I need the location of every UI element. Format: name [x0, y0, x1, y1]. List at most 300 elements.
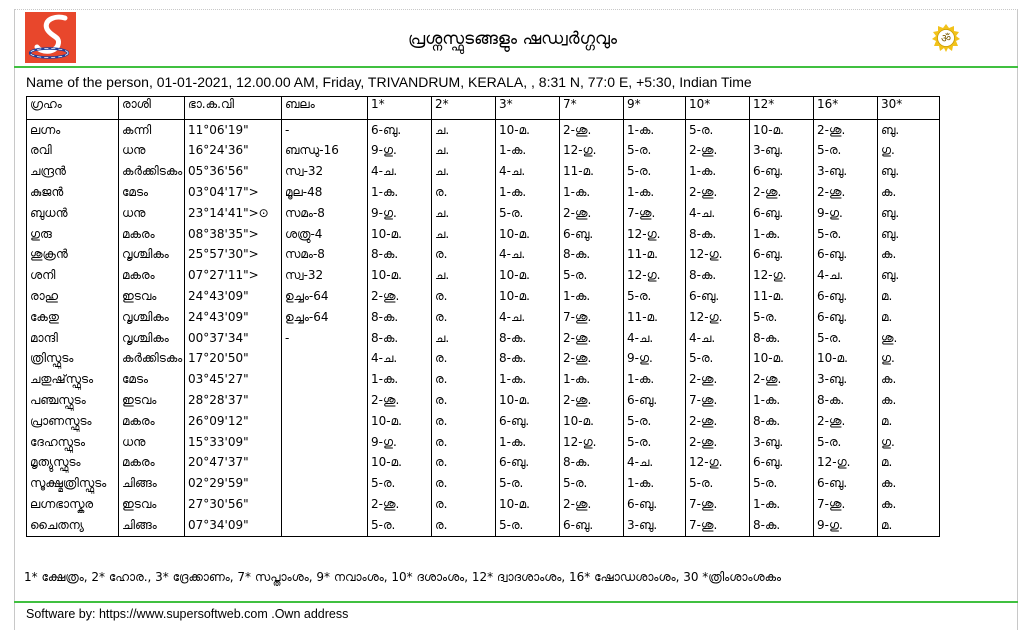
table-cell: 28°28'37" [185, 390, 282, 411]
table-cell: 1-ക. [624, 119, 686, 140]
table-cell: 2-ശു. [750, 369, 814, 390]
table-cell: ത്രിസ്ഫുടം [27, 349, 119, 370]
table-cell: വൃശ്ചികം [119, 328, 185, 349]
table-cell: കർക്കിടകം [119, 161, 185, 182]
table-cell: 2-ശു. [686, 432, 750, 453]
table-cell: കേതു [27, 307, 119, 328]
table-cell: 4-ച. [686, 328, 750, 349]
table-cell: 26°09'12" [185, 411, 282, 432]
table-cell: 4-ച. [814, 265, 878, 286]
table-cell: - [282, 328, 368, 349]
table-cell: 2-ശു. [814, 182, 878, 203]
header-divider [14, 66, 1018, 68]
table-cell [282, 494, 368, 515]
table-row [27, 432, 940, 453]
table-cell: 16°24'36" [185, 141, 282, 162]
table-cell: 07°34'09" [185, 515, 282, 536]
table-cell: 2-ശു. [814, 119, 878, 140]
table-cell: മ. [878, 515, 940, 536]
column-header: ഗ്രഹം [27, 97, 119, 120]
table-cell: ധനു [119, 141, 185, 162]
table-cell: ബന്ധു-16 [282, 141, 368, 162]
column-header: 9* [624, 97, 686, 120]
table-cell: 11-മ. [624, 245, 686, 266]
birth-details: Name of the person, 01-01-2021, 12.00.00 AM, Friday, TRIVANDRUM, KERALA, , 8:31 N, 77:0 E, +5:30, Indian Time [26, 74, 752, 90]
table-cell: 12-ഗു. [750, 265, 814, 286]
om-symbol-icon [931, 23, 961, 53]
table-cell: 6-ബു. [686, 286, 750, 307]
table-cell [282, 369, 368, 390]
table-cell: 5-ര. [496, 515, 560, 536]
table-cell: 2-ശു. [686, 182, 750, 203]
table-cell: ര. [432, 307, 496, 328]
table-cell: ര. [432, 473, 496, 494]
table-cell: 5-ര. [560, 265, 624, 286]
table-row [27, 369, 940, 390]
table-cell: 1-ക. [560, 182, 624, 203]
table-cell: സ്വ-32 [282, 265, 368, 286]
table-cell: ര. [432, 515, 496, 536]
table-cell: - [282, 119, 368, 140]
table-row [27, 182, 940, 203]
table-cell: 5-ര. [814, 141, 878, 162]
table-cell: ക. [878, 390, 940, 411]
table-cell: 8-ക. [496, 328, 560, 349]
table-cell: 1-ക. [624, 369, 686, 390]
table-cell: 12-ഗു. [624, 224, 686, 245]
table-cell: 12-ഗു. [686, 453, 750, 474]
column-header: 7* [560, 97, 624, 120]
table-cell: 6-ബു. [560, 224, 624, 245]
table-cell: ച. [432, 224, 496, 245]
table-cell: ലഗ്നം [27, 119, 119, 140]
table-cell: 1-ക. [368, 182, 432, 203]
table-cell: 1-ക. [496, 141, 560, 162]
table-cell: 4-ച. [624, 453, 686, 474]
table-cell: സൂക്ഷ്മത്രിസ്ഫുടം [27, 473, 119, 494]
table-cell: ര. [432, 494, 496, 515]
table-cell: 2-ശു. [560, 328, 624, 349]
table-cell: 5-ര. [624, 411, 686, 432]
table-cell: 9-ഗു. [814, 515, 878, 536]
table-cell: 1-ക. [750, 494, 814, 515]
column-header: ബലം [282, 97, 368, 120]
table-cell: 8-ക. [750, 411, 814, 432]
table-row [27, 245, 940, 266]
table-cell: ധനു [119, 203, 185, 224]
table-cell: 00°37'34" [185, 328, 282, 349]
table-cell: 5-ര. [814, 432, 878, 453]
table-cell: 5-ര. [496, 473, 560, 494]
table-cell: ച. [432, 161, 496, 182]
table-cell: ചതുഷ്‌സ്ഫുടം [27, 369, 119, 390]
table-cell: 2-ശു. [368, 494, 432, 515]
table-cell: ച. [432, 265, 496, 286]
table-cell: ഗുരു [27, 224, 119, 245]
table-cell: രാഹു [27, 286, 119, 307]
table-cell: 9-ഗു. [368, 203, 432, 224]
table-cell: 4-ച. [368, 161, 432, 182]
table-cell: 12-ഗു. [814, 453, 878, 474]
table-cell: ര. [432, 411, 496, 432]
table-cell: 2-ശു. [560, 494, 624, 515]
table-cell: പ്രാണസ്ഫുടം [27, 411, 119, 432]
table-cell: 9-ഗു. [814, 203, 878, 224]
table-cell: 10-മ. [496, 494, 560, 515]
table-cell: ക. [878, 494, 940, 515]
table-cell: 6-ബു. [560, 515, 624, 536]
table-cell: 24°43'09" [185, 307, 282, 328]
table-cell: 1-ക. [496, 369, 560, 390]
table-cell: ര. [432, 369, 496, 390]
table-cell: 08°38'35"> [185, 224, 282, 245]
table-cell: 6-ബു. [814, 473, 878, 494]
table-cell: 10-മ. [750, 119, 814, 140]
table-row [27, 390, 940, 411]
table-row [27, 515, 940, 536]
table-cell: 5-ര. [686, 473, 750, 494]
table-row [27, 286, 940, 307]
table-cell: 10-മ. [496, 286, 560, 307]
table-cell: സമം-8 [282, 245, 368, 266]
column-header: 1* [368, 97, 432, 120]
varga-legend: 1* ക്ഷേത്രം, 2* ഹോര., 3* ദ്രേക്കാണം, 7* സപ്താംശം, 9* നവാംശം, 10* ദശാംശം, 12* ദ്വാദശാംശം, 16* ഷോഡശാംശം, 30 *ത്രിംശാംശകം [24, 570, 782, 584]
table-cell: 5-ര. [368, 515, 432, 536]
table-cell: 6-ബു. [814, 286, 878, 307]
table-cell: ചിങ്ങം [119, 515, 185, 536]
table-cell: മകരം [119, 265, 185, 286]
table-cell: 8-ക. [560, 245, 624, 266]
table-cell: 12-ഗു. [560, 141, 624, 162]
table-cell: 2-ശു. [814, 411, 878, 432]
table-cell: 3-ബു. [750, 141, 814, 162]
table-cell [282, 349, 368, 370]
table-cell: രവി [27, 141, 119, 162]
table-cell: 8-ക. [686, 265, 750, 286]
column-header: 30* [878, 97, 940, 120]
table-cell: ക. [878, 369, 940, 390]
table-cell: 12-ഗു. [560, 432, 624, 453]
table-cell: ഉച്ചം-64 [282, 286, 368, 307]
shadvarga-table [26, 96, 940, 537]
table-cell: 8-ക. [686, 224, 750, 245]
table-cell: കന്നി [119, 119, 185, 140]
table-cell: ബു. [878, 265, 940, 286]
table-cell: 4-ച. [368, 349, 432, 370]
table-cell: ബു. [878, 119, 940, 140]
table-cell: 4-ച. [624, 328, 686, 349]
table-cell [282, 411, 368, 432]
table-cell: ചന്ദ്രൻ [27, 161, 119, 182]
svg-text:ॐ: ॐ [940, 32, 952, 45]
table-cell: 7-ശു. [686, 494, 750, 515]
table-cell: ഗു. [878, 141, 940, 162]
table-cell: 5-ര. [814, 328, 878, 349]
table-cell: ച. [432, 141, 496, 162]
table-cell: 20°47'37" [185, 453, 282, 474]
table-cell: 1-ക. [750, 390, 814, 411]
table-cell: 3-ബു. [624, 515, 686, 536]
table-cell: 5-ര. [624, 141, 686, 162]
table-cell: 8-ക. [368, 328, 432, 349]
table-cell: 7-ശു. [814, 494, 878, 515]
table-cell: 6-ബു. [750, 453, 814, 474]
table-row [27, 265, 940, 286]
table-cell: 10-മ. [496, 390, 560, 411]
column-header: 16* [814, 97, 878, 120]
table-cell: ചിങ്ങം [119, 473, 185, 494]
column-header: 2* [432, 97, 496, 120]
table-cell: 3-ബു. [750, 432, 814, 453]
table-cell: 9-ഗു. [368, 432, 432, 453]
table-cell: മ. [878, 411, 940, 432]
table-cell: 05°36'56" [185, 161, 282, 182]
table-cell: 2-ശു. [368, 286, 432, 307]
table-cell: ശത്രു-4 [282, 224, 368, 245]
table-cell: 1-ക. [496, 432, 560, 453]
table-cell: 6-ബു. [750, 203, 814, 224]
table-cell: 6-ബു. [750, 245, 814, 266]
table-cell: 2-ശു. [686, 141, 750, 162]
table-cell: 8-ക. [750, 515, 814, 536]
column-header: 10* [686, 97, 750, 120]
table-cell [282, 515, 368, 536]
table-cell: മേടം [119, 182, 185, 203]
table-cell: 1-ക. [750, 224, 814, 245]
table-cell: 4-ച. [496, 161, 560, 182]
table-cell: മേടം [119, 369, 185, 390]
table-cell: 8-ക. [750, 328, 814, 349]
table-row [27, 141, 940, 162]
table-cell: 10-മ. [814, 349, 878, 370]
table-cell: മകരം [119, 453, 185, 474]
table-cell: 8-ക. [814, 390, 878, 411]
table-cell: 11-മ. [624, 307, 686, 328]
table-cell: ബു. [878, 203, 940, 224]
table-cell: ശനി [27, 265, 119, 286]
table-row [27, 119, 940, 140]
table-cell: 6-ബു. [814, 307, 878, 328]
table-cell: 9-ഗു. [368, 141, 432, 162]
table-cell: ക. [878, 245, 940, 266]
table-cell: 11°06'19" [185, 119, 282, 140]
table-cell: 3-ബു. [814, 369, 878, 390]
table-cell: 8-ക. [368, 307, 432, 328]
table-cell: 10-മ. [496, 224, 560, 245]
table-cell: 5-ര. [814, 224, 878, 245]
table-cell: 25°57'30"> [185, 245, 282, 266]
table-cell: 10-മ. [750, 349, 814, 370]
table-cell: 6-ബു. [496, 411, 560, 432]
table-cell: ബു. [878, 161, 940, 182]
table-cell: 5-ര. [496, 203, 560, 224]
table-cell: ര. [432, 349, 496, 370]
footer-credit: Software by: https://www.supersoftweb.com .Own address [26, 607, 349, 621]
table-cell: സമം-8 [282, 203, 368, 224]
footer-divider [14, 601, 1018, 603]
table-row [27, 224, 940, 245]
table-cell: മൃത്യുസ്ഫുടം [27, 453, 119, 474]
table-cell: 10-മ. [496, 119, 560, 140]
table-cell: 12-ഗു. [686, 245, 750, 266]
table-cell: ച. [432, 119, 496, 140]
table-cell: 5-ര. [624, 161, 686, 182]
table-cell: സ്വ-32 [282, 161, 368, 182]
table-cell: ശു. [878, 328, 940, 349]
table-cell: ര. [432, 390, 496, 411]
table-cell: 7-ശു. [560, 307, 624, 328]
table-cell: മ. [878, 307, 940, 328]
table-cell: 07°27'11"> [185, 265, 282, 286]
table-cell: ഉച്ചം-64 [282, 307, 368, 328]
table-cell: മ. [878, 286, 940, 307]
table-cell: 8-ക. [560, 453, 624, 474]
table-cell: ര. [432, 453, 496, 474]
table-row [27, 307, 940, 328]
table-cell: 10-മ. [368, 224, 432, 245]
table-cell: 5-ര. [624, 286, 686, 307]
table-cell: ബുധൻ [27, 203, 119, 224]
table-cell [282, 473, 368, 494]
table-cell: 11-മ. [560, 161, 624, 182]
table-cell: 6-ബു. [368, 119, 432, 140]
table-cell: മകരം [119, 224, 185, 245]
table-row [27, 349, 940, 370]
table-cell: 8-ക. [368, 245, 432, 266]
table-cell: 1-ക. [624, 473, 686, 494]
table-row [27, 453, 940, 474]
table-cell: 6-ബു. [624, 390, 686, 411]
table-cell: 6-ബു. [750, 161, 814, 182]
table-cell: ഗു. [878, 349, 940, 370]
page-title: പ്രശ്നസ്ഫുടങ്ങളും ഷഡ്വർഗ്ഗവും [407, 29, 618, 49]
table-cell: 5-ര. [686, 119, 750, 140]
table-cell: കർക്കിടകം [119, 349, 185, 370]
table-cell: ഗു. [878, 432, 940, 453]
table-cell: 15°33'09" [185, 432, 282, 453]
table-cell: 1-ക. [560, 369, 624, 390]
table-cell: 5-ര. [686, 349, 750, 370]
table-row [27, 473, 940, 494]
table-cell: 6-ബു. [814, 245, 878, 266]
table-cell: 1-ക. [496, 182, 560, 203]
table-cell: മൂല-48 [282, 182, 368, 203]
table-cell: ച. [432, 328, 496, 349]
table-cell: 5-ര. [560, 473, 624, 494]
table-cell: 3-ബു. [814, 161, 878, 182]
table-cell: ശുക്രൻ [27, 245, 119, 266]
table-cell: 10-മ. [368, 411, 432, 432]
table-cell: ര. [432, 432, 496, 453]
column-header: 3* [496, 97, 560, 120]
table-cell: 1-ക. [560, 286, 624, 307]
table-cell: 1-ക. [368, 369, 432, 390]
table-cell: 2-ശു. [560, 390, 624, 411]
table-cell: 4-ച. [496, 245, 560, 266]
table-cell: ലഗ്നഭാസ്കര [27, 494, 119, 515]
table-cell: 5-ര. [750, 473, 814, 494]
table-cell: മ. [878, 453, 940, 474]
table-cell: 10-മ. [368, 453, 432, 474]
table-header-row [27, 97, 940, 120]
table-row [27, 161, 940, 182]
table-cell: 1-ക. [624, 182, 686, 203]
table-cell: 23°14'41">⊙ [185, 203, 282, 224]
column-header: 12* [750, 97, 814, 120]
table-cell: മകരം [119, 411, 185, 432]
table-cell: ചൈതന്യ [27, 515, 119, 536]
table-cell: 03°04'17"> [185, 182, 282, 203]
table-cell: വൃശ്ചികം [119, 307, 185, 328]
table-cell [282, 390, 368, 411]
table-cell: 7-ശു. [686, 390, 750, 411]
table-cell: 2-ശു. [368, 390, 432, 411]
table-cell: പഞ്ചസ്ഫുടം [27, 390, 119, 411]
column-header: രാശി [119, 97, 185, 120]
table-cell: 03°45'27" [185, 369, 282, 390]
table-cell: 10-മ. [496, 265, 560, 286]
table-cell: ര. [432, 245, 496, 266]
table-cell: ച. [432, 203, 496, 224]
table-cell: 5-ര. [368, 473, 432, 494]
table-cell: 11-മ. [750, 286, 814, 307]
table-cell: 7-ശു. [686, 515, 750, 536]
table-cell: ഇടവം [119, 494, 185, 515]
table-cell: 6-ബു. [624, 494, 686, 515]
table-cell: വൃശ്ചികം [119, 245, 185, 266]
column-header: ഭാ.ക.വി [185, 97, 282, 120]
table-cell: 1-ക. [686, 161, 750, 182]
table-cell: 10-മ. [560, 411, 624, 432]
table-row [27, 411, 940, 432]
table-cell: 24°43'09" [185, 286, 282, 307]
table-cell: 4-ച. [496, 307, 560, 328]
table-cell: ഇടവം [119, 286, 185, 307]
table-cell: ബു. [878, 224, 940, 245]
table-cell: 9-ഗു. [624, 349, 686, 370]
table-cell: 2-ശു. [686, 369, 750, 390]
page-frame-top [14, 9, 1018, 11]
table-cell: ര. [432, 182, 496, 203]
table-cell: ദേഹസ്ഫുടം [27, 432, 119, 453]
table-cell: 2-ശു. [560, 119, 624, 140]
table-cell: 02°29'59" [185, 473, 282, 494]
table-cell: 27°30'56" [185, 494, 282, 515]
table-cell: 12-ഗു. [686, 307, 750, 328]
table-cell: 12-ഗു. [624, 265, 686, 286]
table-cell: ക. [878, 182, 940, 203]
table-cell: ക. [878, 473, 940, 494]
table-cell: 2-ശു. [560, 203, 624, 224]
table-cell: 4-ച. [686, 203, 750, 224]
table-row [27, 203, 940, 224]
table-row [27, 494, 940, 515]
table-cell: ധനു [119, 432, 185, 453]
table-cell: 5-ര. [750, 307, 814, 328]
table-cell: 2-ശു. [686, 411, 750, 432]
table-cell: 8-ക. [496, 349, 560, 370]
table-cell [282, 432, 368, 453]
table-cell: 2-ശു. [750, 182, 814, 203]
table-cell [282, 453, 368, 474]
table-cell: ഇടവം [119, 390, 185, 411]
table-row [27, 328, 940, 349]
table-cell: 5-ര. [624, 432, 686, 453]
table-cell: 7-ശു. [624, 203, 686, 224]
table-cell: 17°20'50" [185, 349, 282, 370]
table-cell: കുജൻ [27, 182, 119, 203]
table-cell: 6-ബു. [496, 453, 560, 474]
